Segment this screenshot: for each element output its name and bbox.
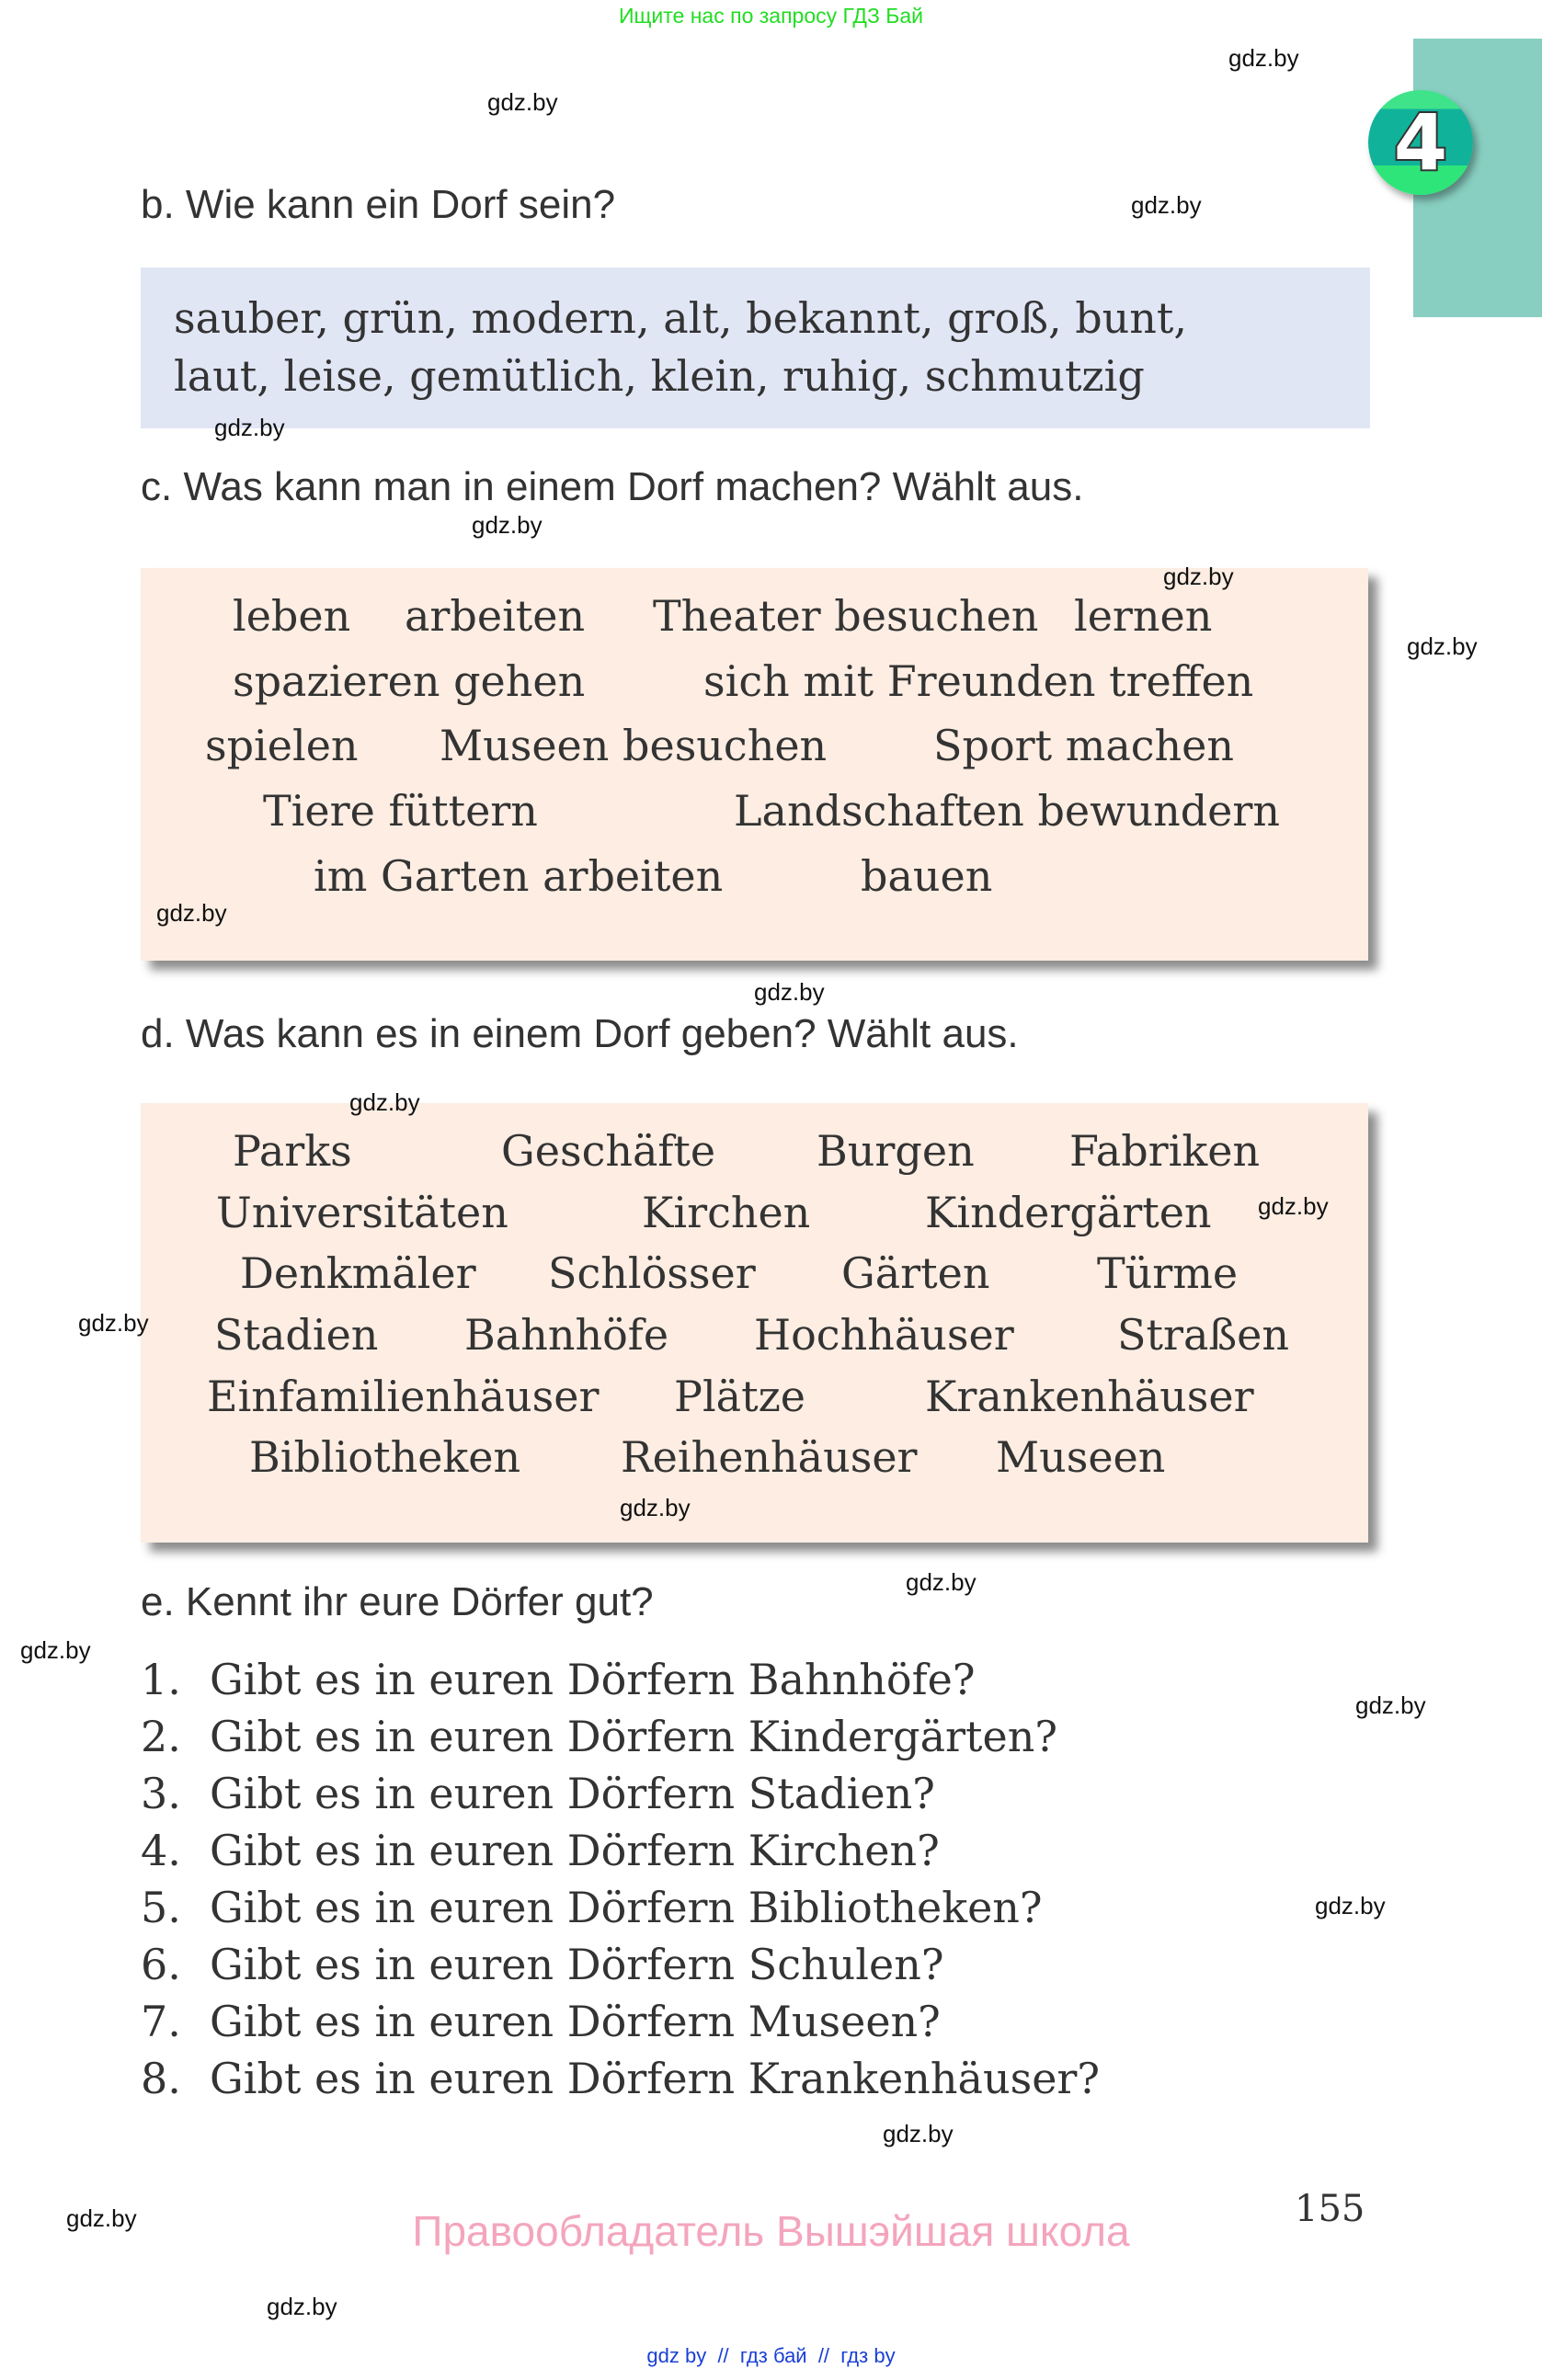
question-item (141, 1883, 1043, 1932)
watermark: gdz.by (906, 1568, 977, 1596)
watermark: gdz.by (472, 511, 543, 539)
word-chip: Türme (1097, 1248, 1239, 1298)
watermark: gdz.by (78, 1309, 149, 1337)
word-chip: Bahnhöfe (464, 1310, 669, 1360)
question-item (141, 1940, 944, 1989)
word-chip: Denkmäler (240, 1248, 476, 1298)
word-chip: Schlösser (548, 1248, 756, 1298)
question-number: 4. (141, 1826, 181, 1875)
watermark: gdz.by (1407, 632, 1478, 660)
word-chip: Gärten (841, 1248, 990, 1298)
adjective-line-2: laut, leise, gemütlich, klein, ruhig, schmutzig (174, 351, 1145, 401)
watermark: gdz.by (620, 1494, 691, 1521)
question-text: Gibt es in euren Dörfern Kindergärten? (210, 1712, 1057, 1761)
watermark: gdz.by (1131, 191, 1202, 219)
section-d-heading: d. Was kann es in einem Dorf geben? Wählt aus. (141, 1011, 1019, 1056)
chapter-number-badge (1368, 90, 1473, 195)
chapter-number: 4 (1393, 97, 1448, 188)
word-chip: bauen (861, 851, 993, 901)
question-number: 2. (141, 1712, 181, 1761)
word-chip: sich mit Freunden treffen (703, 656, 1254, 706)
watermark: gdz.by (487, 88, 558, 116)
adjective-line-1: sauber, grün, modern, alt, bekannt, groß, bunt, (174, 293, 1188, 343)
word-chip: Universitäten (216, 1188, 508, 1237)
question-number: 1. (141, 1655, 181, 1704)
watermark: gdz.by (156, 899, 227, 927)
question-item (141, 1826, 940, 1875)
top-banner: Ищите нас по запросу ГДЗ Бай (618, 4, 924, 28)
question-item (141, 1712, 1057, 1761)
watermark: gdz.by (20, 1636, 91, 1664)
watermark: gdz.by (1258, 1192, 1329, 1220)
question-number: 3. (141, 1769, 181, 1818)
word-chip: Theater besuchen (653, 591, 1039, 641)
word-chip: lernen (1074, 591, 1213, 641)
word-chip: spielen (205, 721, 359, 770)
word-chip: Museen besuchen (440, 721, 828, 770)
word-chip: Reihenhäuser (621, 1432, 918, 1482)
watermark: gdz.by (349, 1088, 420, 1116)
section-e-heading: e. Kennt ihr eure Dörfer gut? (141, 1579, 654, 1624)
word-chip: Geschäfte (501, 1126, 716, 1176)
watermark: gdz.by (1228, 44, 1299, 72)
watermark: gdz.by (754, 978, 825, 1006)
watermark: gdz.by (883, 2120, 954, 2147)
question-item (141, 1769, 935, 1818)
question-item (141, 1655, 976, 1704)
word-chip: leben (233, 591, 351, 641)
word-chip: Einfamilienhäuser (207, 1372, 600, 1421)
word-chip: Krankenhäuser (925, 1372, 1254, 1421)
question-item (141, 2054, 1100, 2103)
word-chip: Hochhäuser (754, 1310, 1014, 1360)
word-chip: arbeiten (405, 591, 586, 641)
question-number: 7. (141, 1997, 181, 2046)
question-text: Gibt es in euren Dörfern Bibliotheken? (210, 1883, 1043, 1932)
word-chip: Parks (233, 1126, 352, 1176)
word-chip: Museen (996, 1432, 1166, 1482)
word-chip: Burgen (817, 1126, 975, 1176)
places-box (141, 1103, 1368, 1543)
word-chip: Kindergärten (925, 1188, 1212, 1237)
footer-links[interactable]: gdz by // гдз бай // гдз by (646, 2344, 896, 2367)
section-b-heading: b. Wie kann ein Dorf sein? (141, 182, 616, 227)
watermark: gdz.by (214, 414, 285, 441)
watermark: gdz.by (66, 2204, 137, 2232)
question-text: Gibt es in euren Dörfern Bahnhöfe? (210, 1655, 976, 1704)
question-text: Gibt es in euren Dörfern Stadien? (210, 1769, 935, 1818)
word-chip: Bibliotheken (249, 1432, 521, 1482)
word-chip: Tiere füttern (263, 786, 538, 836)
question-text: Gibt es in euren Dörfern Schulen? (210, 1940, 944, 1989)
watermark: gdz.by (1163, 563, 1234, 590)
page-number: 155 (1295, 2188, 1365, 2230)
word-chip: im Garten arbeiten (314, 851, 724, 901)
word-chip: Plätze (674, 1372, 806, 1421)
question-item (141, 1997, 941, 2046)
question-number: 6. (141, 1940, 181, 1989)
word-chip: spazieren gehen (233, 656, 586, 706)
word-chip: Kirchen (642, 1188, 811, 1237)
section-c-heading: c. Was kann man in einem Dorf machen? Wählt aus. (141, 464, 1084, 509)
word-chip: Fabriken (1069, 1126, 1261, 1176)
adjective-box (141, 268, 1370, 428)
word-chip: Straßen (1117, 1310, 1289, 1360)
question-number: 5. (141, 1883, 181, 1932)
activities-box (141, 568, 1368, 961)
question-text: Gibt es in euren Dörfern Museen? (210, 1997, 941, 2046)
word-chip: Sport machen (933, 721, 1235, 770)
word-chip: Stadien (214, 1310, 379, 1360)
question-text: Gibt es in euren Dörfern Kirchen? (210, 1826, 940, 1875)
watermark: gdz.by (1355, 1691, 1426, 1719)
question-text: Gibt es in euren Dörfern Krankenhäuser? (210, 2054, 1101, 2103)
watermark: gdz.by (1315, 1892, 1386, 1919)
word-chip: Landschaften bewundern (734, 786, 1281, 836)
question-number: 8. (141, 2054, 181, 2103)
copyright-notice: Правообладатель Вышэйшая школа (412, 2207, 1130, 2255)
watermark: gdz.by (267, 2293, 337, 2320)
